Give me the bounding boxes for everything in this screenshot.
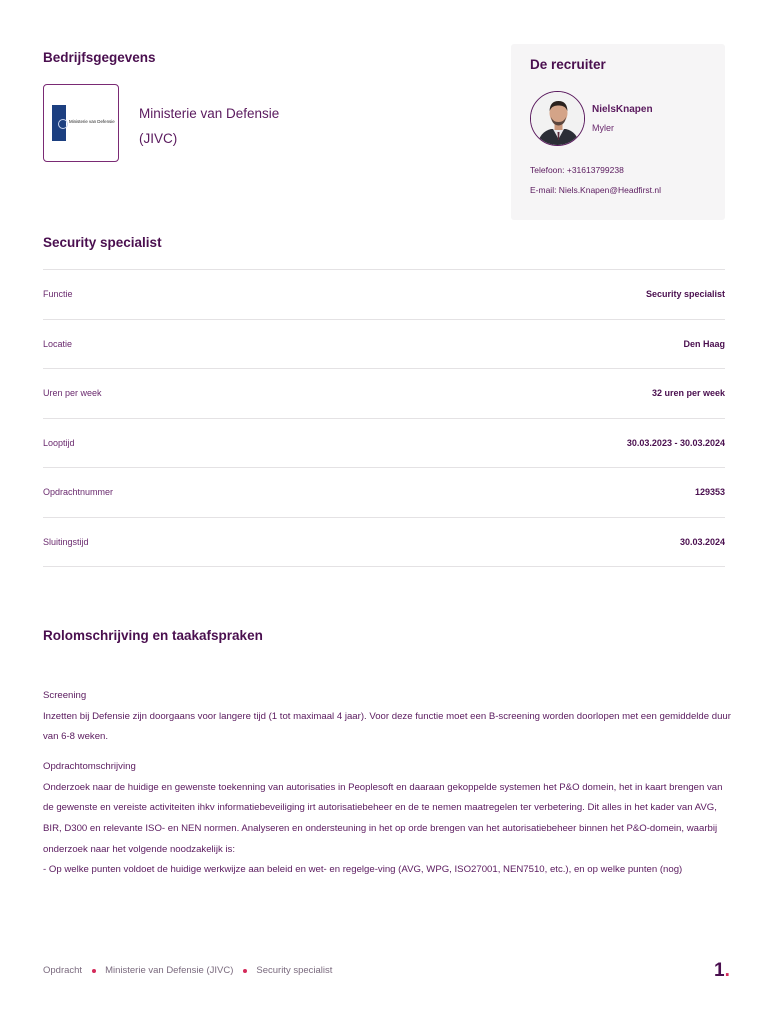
logo-flag-bar <box>52 105 66 141</box>
assignment-heading: Opdrachtomschrijving <box>43 761 136 773</box>
page-number-dot: . <box>724 960 730 981</box>
detail-row-uren <box>43 369 725 419</box>
company-section-title: Bedrijfsgegevens <box>43 50 156 65</box>
person-photo-icon <box>531 92 585 146</box>
company-name: Ministerie van Defensie (JIVC) <box>139 106 280 146</box>
detail-row-functie <box>43 270 725 320</box>
assignment-text: Onderzoek naar de huidige en gewenste toekenning van autorisaties in Peoplesoft en daaraan gekoppelde systemen het P&O domein, het in kaart brengen van de gewenste en vereiste activiteiten ihkv informatiebeveiliging irt autorisatiebeheer en de te nemen maatregelen ter verbetering. Dit alles in het kader van AVG, BIR, D300 en relevante ISO- en NEN normen. Analyseren en ondersteuning in het op orde brengen van het autorisatiebeheer binnen het P&O-domein, waarbij onderzoek naar het volgende noodzakelijk is: <box>43 781 723 855</box>
detail-label: Locatie <box>43 338 73 349</box>
detail-value: Den Haag <box>683 338 725 349</box>
detail-value: 30.03.2024 <box>679 536 725 547</box>
recruiter-phone[interactable]: Telefoon: +31613799238 <box>530 165 624 175</box>
detail-row-sluitingstijd <box>43 518 725 568</box>
assignment-bullet: - Op welke punten voldoet de huidige werkwijze aan beleid en wet- en regelge-ving (AVG, WPG, ISO27001, NEN7510, etc.), en op welke punten (nog) <box>43 864 683 876</box>
recruiter-email[interactable]: E-mail: Niels.Knapen@Headfirst.nl <box>530 185 661 195</box>
screening-heading: Screening <box>43 690 87 701</box>
detail-label: Sluitingstijd <box>43 536 89 547</box>
recruiter-title: De recruiter <box>530 57 606 72</box>
recruiter-name: NielsKnapen <box>592 104 653 115</box>
recruiter-card <box>511 44 725 220</box>
page-number <box>714 960 730 982</box>
screening-text: Inzetten bij Defensie zijn doorgaans voor langere tijd (1 tot maximaal 4 jaar). Voor deze functie moet een B-screening worden doorlopen met een gemiddelde duur van 6-8 weken. <box>43 710 731 743</box>
assignment-paragraph <box>43 757 733 881</box>
detail-row-opdrachtnummer <box>43 468 725 518</box>
description-section-title: Rolomschrijving en taakafspraken <box>43 628 263 643</box>
detail-value: 30.03.2023 - 30.03.2024 <box>626 437 725 448</box>
detail-value: Security specialist <box>645 289 725 300</box>
recruiter-role: Myler <box>592 123 614 133</box>
detail-row-looptijd <box>43 419 725 469</box>
avatar <box>530 91 585 146</box>
detail-label: Functie <box>43 289 73 300</box>
breadcrumb-item: Opdracht <box>43 965 83 976</box>
detail-label: Opdrachtnummer <box>43 487 114 498</box>
job-details-table <box>43 269 725 567</box>
logo-mark <box>48 103 116 143</box>
detail-value: 32 uren per week <box>651 388 725 399</box>
breadcrumb-item: Security specialist <box>256 965 333 976</box>
detail-value: 129353 <box>694 487 725 498</box>
company-logo <box>43 84 119 162</box>
logo-wordmark: Ministerie van Defensie <box>69 119 115 124</box>
footer-breadcrumb <box>43 965 332 976</box>
separator-dot-icon <box>243 969 247 973</box>
separator-dot-icon <box>92 969 96 973</box>
detail-label: Looptijd <box>43 437 75 448</box>
detail-label: Uren per week <box>43 388 102 399</box>
screening-paragraph <box>43 686 733 748</box>
breadcrumb-item: Ministerie van Defensie (JIVC) <box>105 965 234 976</box>
detail-row-locatie <box>43 320 725 370</box>
crest-icon <box>58 119 68 129</box>
page-number-value: 1 <box>714 960 725 981</box>
job-title: Security specialist <box>43 235 162 250</box>
description-body <box>43 686 733 890</box>
